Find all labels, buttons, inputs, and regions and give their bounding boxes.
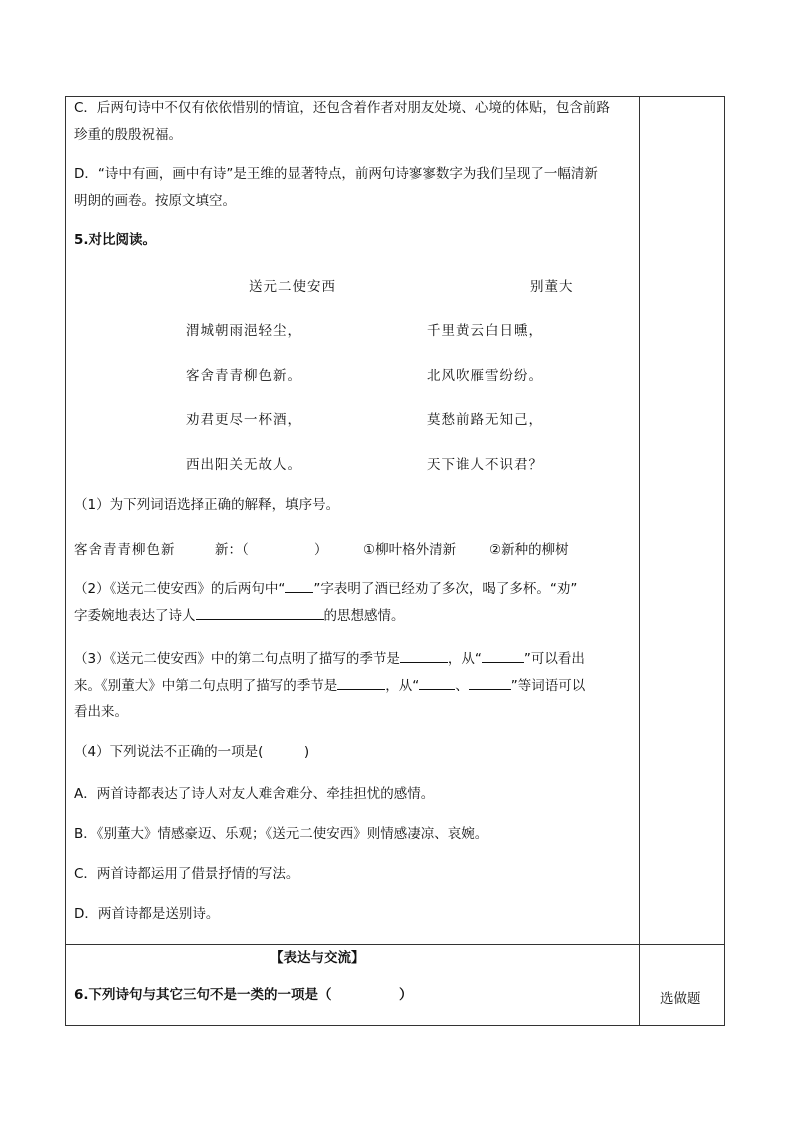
sub3-blank-2[interactable]	[482, 648, 524, 663]
sub3-blank-1[interactable]	[400, 648, 448, 663]
sub4-option-d: D．两首诗都是送别诗。	[74, 906, 220, 922]
sub2-text-c: 字委婉地表达了诗人	[74, 608, 196, 624]
poem1-line2: 客舍青青柳色新。	[186, 368, 302, 384]
poem2-line3: 莫愁前路无知己，	[427, 412, 543, 428]
sub4-question: （4）下列说法不正确的一项是( )	[74, 744, 310, 760]
sub1-option1: ①柳叶格外清新	[363, 542, 457, 558]
sub3-blank-3[interactable]	[337, 675, 385, 690]
option-c-line2: 珍重的殷殷祝福。	[74, 127, 182, 143]
sub1-close: ）	[314, 542, 328, 558]
poem2-line4: 天下谁人不识君？	[427, 457, 543, 473]
sub3-text-c: ”可以看出	[523, 651, 585, 667]
sub3-line3: 看出来。	[74, 704, 128, 720]
sub3-blank-5[interactable]	[469, 675, 511, 690]
sub3-blank-4[interactable]	[419, 675, 455, 690]
sub3-text-a: （3）《送元二使安西》中的第二句点明了描写的季节是	[74, 651, 400, 667]
side-label-optional: 选做题	[660, 991, 701, 1007]
row-divider	[65, 944, 725, 945]
sub4-option-b: B．《别董大》情感豪迈、乐观；《送元二使安西》则情感凄凉、哀婉。	[74, 826, 489, 842]
question-5-title: 5.对比阅读。	[74, 232, 157, 248]
section-heading: 【表达与交流】	[270, 950, 365, 966]
option-d-line2: 明朗的画卷。按原文填空。	[74, 193, 236, 209]
sub3-text-d: 来。《别董大》中第二句点明了描写的季节是	[74, 678, 338, 694]
sub2-blank-2[interactable]	[196, 605, 324, 620]
sub2-blank-1[interactable]	[285, 578, 313, 593]
sub1-option2: ②新种的柳树	[489, 542, 569, 558]
sub3-line1	[74, 648, 585, 669]
question-6: 6.下列诗句与其它三句不是一类的一项是（ ）	[74, 987, 413, 1003]
sub2-line2	[74, 605, 405, 626]
poem1-line1: 渭城朝雨浥轻尘，	[186, 323, 302, 339]
sub1-instruction: （1）为下列词语选择正确的解释，填序号。	[74, 497, 340, 513]
sub1-word: 新：（	[215, 542, 249, 558]
option-d-line1: D．“诗中有画，画中有诗”是王维的显著特点，前两句诗寥寥数字为我们呈现了一幅清新	[74, 166, 598, 182]
table-border-bottom	[65, 1025, 725, 1026]
poem1-title: 送元二使安西	[249, 279, 336, 295]
poem1-line3: 劝君更尽一杯酒，	[186, 412, 302, 428]
sub3-text-e: ，从“	[385, 678, 420, 694]
poem2-line2: 北风吹雁雪纷纷。	[427, 368, 543, 384]
sub2-line1	[74, 578, 577, 599]
sub3-text-f: 、	[455, 678, 469, 694]
sub1-phrase: 客舍青青柳色新	[74, 542, 176, 558]
sub4-option-c: C．两首诗都运用了借景抒情的写法。	[74, 866, 300, 882]
sub2-text-a: （2）《送元二使安西》的后两句中“	[74, 581, 286, 597]
table-border-left	[65, 96, 66, 1026]
sub2-text-b: ”字表明了酒已经劝了多次，喝了多杯。“劝”	[313, 581, 578, 597]
table-border-right	[724, 96, 725, 1026]
sub3-text-b: ，从“	[447, 651, 482, 667]
sub3-text-g: ”等词语可以	[510, 678, 586, 694]
poem2-title: 别董大	[530, 279, 574, 295]
sub4-option-a: A．两首诗都表达了诗人对友人难舍难分、牵挂担忧的感情。	[74, 786, 435, 802]
sub2-text-d: 的思想感情。	[323, 608, 405, 624]
table-border-top	[65, 96, 725, 97]
option-c-line1: C．后两句诗中不仅有依依惜别的情谊，还包含着作者对朋友处境、心境的体贴，包含前路	[74, 100, 610, 116]
poem2-line1: 千里黄云白日曛，	[427, 323, 543, 339]
column-divider	[639, 96, 640, 1026]
poem1-line4: 西出阳关无故人。	[186, 457, 302, 473]
sub3-line2	[74, 675, 585, 696]
